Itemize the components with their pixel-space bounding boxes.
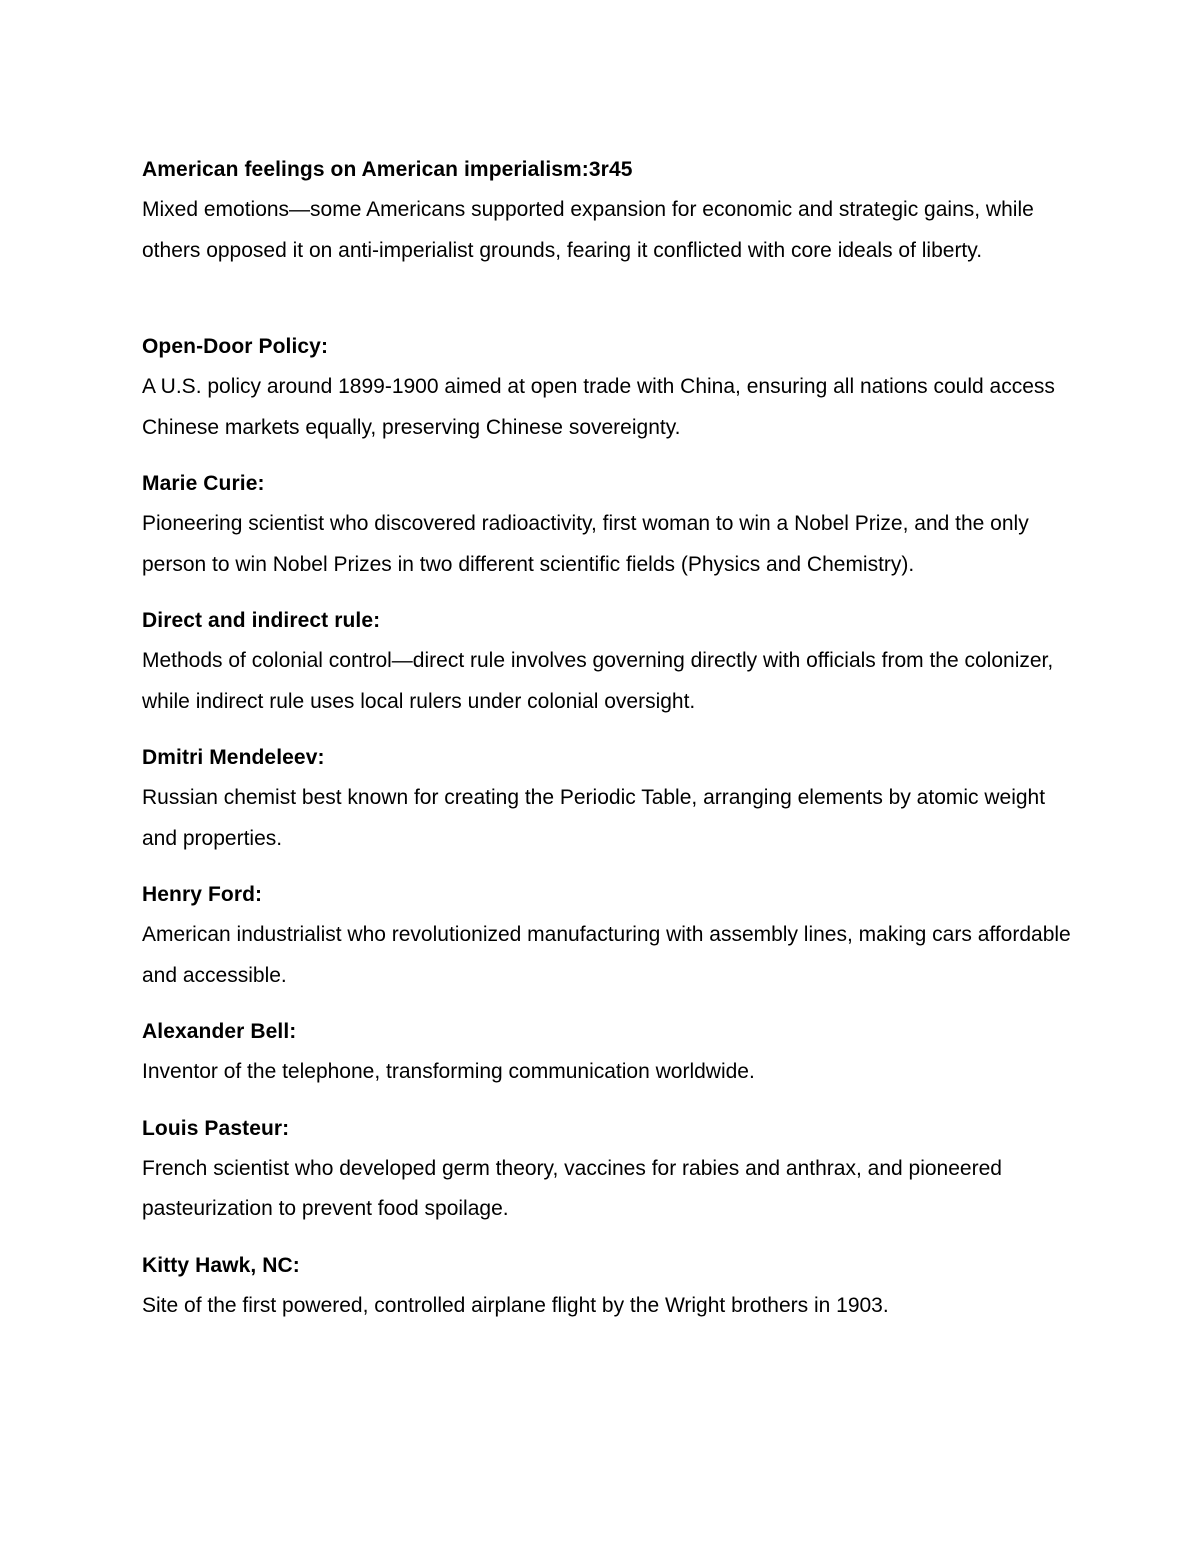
- entry-definition: A U.S. policy around 1899-1900 aimed at open trade with China, ensuring all nations could access Chinese markets equally, preserving Chinese sovereignty.: [142, 375, 1055, 439]
- entry-definition: Methods of colonial control—direct rule involves governing directly with officials from the colonizer, while indirect rule uses local rulers under colonial oversight.: [142, 649, 1054, 713]
- entry-term: Direct and indirect rule:: [142, 609, 381, 632]
- entry-term: Louis Pasteur:: [142, 1116, 290, 1140]
- entry-term: Open-Door Policy:: [142, 335, 329, 358]
- entry-definition: Mixed emotions—some Americans supported expansion for economic and strategic gains, while others opposed it on anti-imperialist grounds, fearing it conflicted with core ideals of liberty.: [142, 198, 1034, 262]
- entry-henry-ford: [142, 875, 1072, 996]
- entry-american-imperialism: [142, 150, 1072, 271]
- entry-term: Marie Curie:: [142, 472, 265, 495]
- entry-kitty-hawk: [142, 1246, 1072, 1327]
- entry-definition: American industrialist who revolutionized manufacturing with assembly lines, making cars affordable and accessible.: [142, 923, 1071, 987]
- entry-alexander-bell: [142, 1012, 1072, 1093]
- entry-term: Henry Ford:: [142, 883, 263, 906]
- entry-direct-indirect-rule: [142, 601, 1072, 722]
- entry-dmitri-mendeleev: [142, 738, 1072, 859]
- entry-definition: Russian chemist best known for creating the Periodic Table, arranging elements by atomic weight and properties.: [142, 786, 1046, 850]
- entry-term: American feelings on American imperialism:3r45: [142, 158, 633, 181]
- entry-louis-pasteur: [142, 1109, 1072, 1230]
- entry-definition: Inventor of the telephone, transforming communication worldwide.: [142, 1060, 755, 1083]
- entry-definition: Site of the first powered, controlled airplane flight by the Wright brothers in 1903.: [142, 1293, 889, 1317]
- document-body: [142, 150, 1072, 1342]
- entry-open-door-policy: [142, 327, 1072, 448]
- entry-term: Alexander Bell:: [142, 1020, 297, 1043]
- entry-marie-curie: [142, 464, 1072, 585]
- entry-definition: Pioneering scientist who discovered radioactivity, first woman to win a Nobel Prize, and the only person to win Nobel Prizes in two different scientific fields (Physics and Chemistry).: [142, 512, 1029, 576]
- entry-term: Kitty Hawk, NC:: [142, 1253, 300, 1277]
- entry-definition: French scientist who developed germ theory, vaccines for rabies and anthrax, and pioneered pasteurization to prevent food spoilage.: [142, 1156, 1002, 1220]
- entry-term: Dmitri Mendeleev:: [142, 746, 325, 769]
